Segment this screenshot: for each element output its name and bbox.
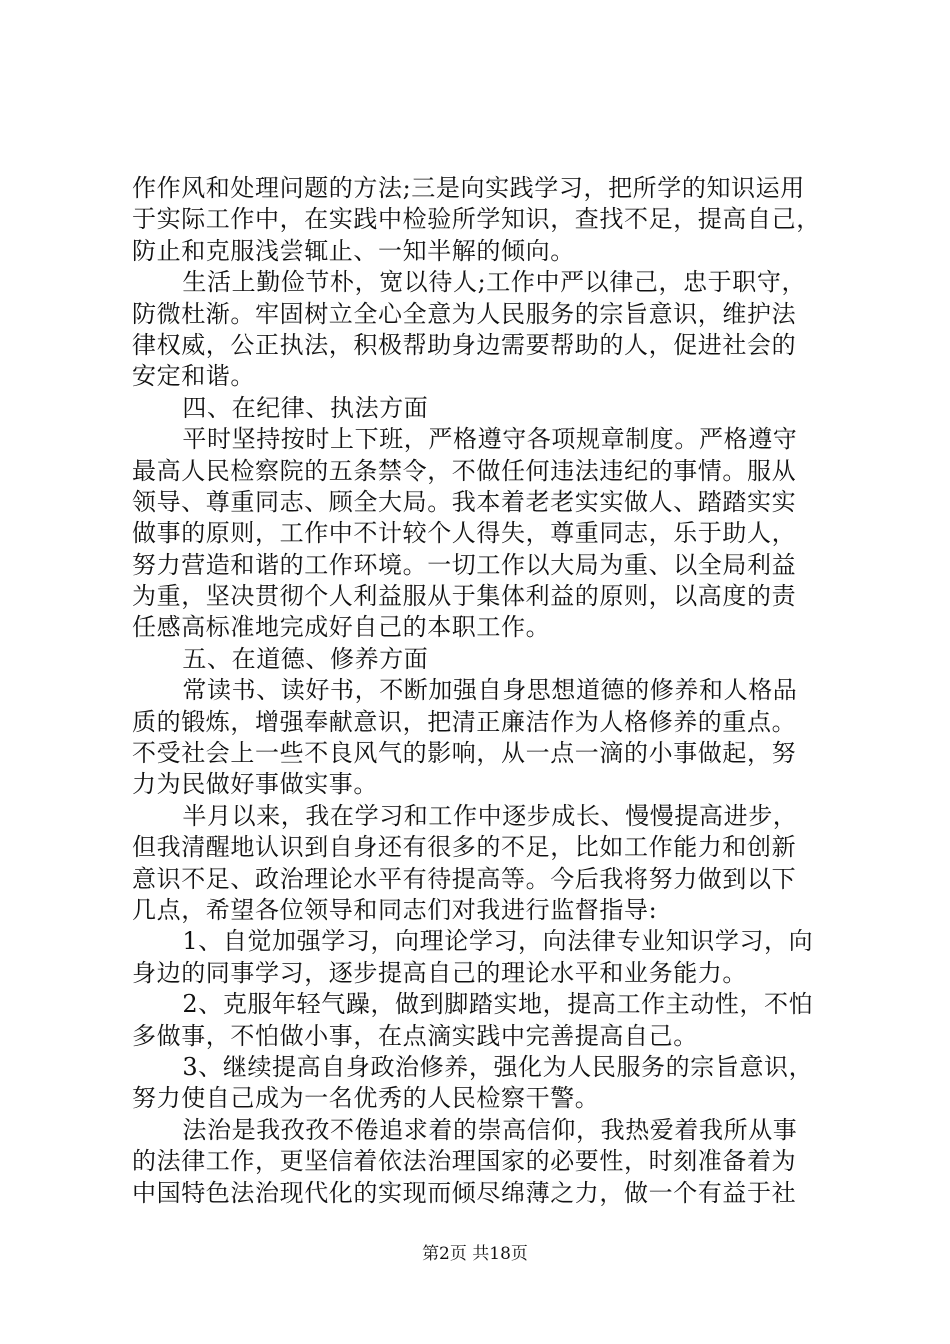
text-line: 防止和克服浅尝辄止、一知半解的倾向。 — [132, 236, 575, 265]
text-line: 律权威，公正执法，积极帮助身边需要帮助的人，促进社会的 — [132, 330, 797, 359]
text-line: 五、在道德、修养方面 — [182, 644, 429, 673]
text-line: 防微杜渐。牢固树立全心全意为人民服务的宗旨意识，维护法 — [132, 299, 797, 328]
text-line: 3、继续提高自身政治修养，强化为人民服务的宗旨意识， — [182, 1052, 814, 1081]
text-line: 努力营造和谐的工作环境。一切工作以大局为重、以全局利益 — [132, 550, 797, 579]
text-line: 做事的原则，工作中不计较个人得失，尊重同志，乐于助人， — [132, 519, 797, 548]
text-line: 任感高标准地完成好自己的本职工作。 — [132, 613, 551, 642]
text-line: 为重，坚决贯彻个人利益服从于集体利益的原则，以高度的责 — [132, 582, 797, 611]
text-line: 平时坚持按时上下班，严格遵守各项规章制度。严格遵守 — [182, 425, 798, 454]
text-line: 常读书、读好书，不断加强自身思想道德的修养和人格品 — [182, 676, 798, 705]
text-line: 但我清醒地认识到自身还有很多的不足，比如工作能力和创新 — [132, 833, 797, 862]
page-number-label: 第2页 共18页 — [422, 1244, 528, 1264]
text-line: 四、在纪律、执法方面 — [182, 393, 429, 422]
text-line: 于实际工作中，在实践中检验所学知识，查找不足，提高自己， — [132, 205, 821, 234]
text-line: 安定和谐。 — [132, 362, 255, 391]
text-line: 法治是我孜孜不倦追求着的崇高信仰，我热爱着我所从事 — [182, 1115, 798, 1144]
text-line: 意识不足、政治理论水平有待提高等。今后我将努力做到以下 — [132, 864, 797, 893]
text-line: 生活上勤俭节朴，宽以待人;工作中严以律己，忠于职守， — [182, 268, 807, 297]
text-line: 作作风和处理问题的方法;三是向实践学习，把所学的知识运用 — [132, 174, 805, 202]
text-line: 质的锻炼，增强奉献意识，把清正廉洁作为人格修养的重点。 — [132, 707, 797, 736]
document-body — [132, 173, 832, 1209]
text-line: 中国特色法治现代化的实现而倾尽绵薄之力，做一个有益于社 — [132, 1178, 797, 1207]
text-line: 力为民做好事做实事。 — [132, 770, 378, 799]
text-line: 的法律工作，更坚信着依法治理国家的必要性，时刻准备着为 — [132, 1147, 797, 1176]
text-line: 不受社会上一些不良风气的影响，从一点一滴的小事做起，努 — [132, 739, 797, 768]
text-line: 几点，希望各位领导和同志们对我进行监督指导: — [132, 895, 658, 924]
text-line: 领导、尊重同志、顾全大局。我本着老老实实做人、踏踏实实 — [132, 487, 797, 516]
text-line: 多做事，不怕做小事，在点滴实践中完善提高自己。 — [132, 1021, 698, 1050]
page-footer — [0, 1243, 950, 1265]
text-line: 2、克服年轻气躁，做到脚踏实地，提高工作主动性，不怕 — [182, 990, 814, 1019]
text-line: 半月以来，我在学习和工作中逐步成长、慢慢提高进步， — [182, 801, 798, 830]
text-line: 最高人民检察院的五条禁令，不做任何违法违纪的事情。服从 — [132, 456, 797, 485]
text-line: 努力使自己成为一名优秀的人民检察干警。 — [132, 1084, 600, 1113]
text-line: 1、自觉加强学习，向理论学习，向法律专业知识学习，向 — [182, 927, 814, 956]
text-line: 身边的同事学习，逐步提高自己的理论水平和业务能力。 — [132, 958, 747, 987]
